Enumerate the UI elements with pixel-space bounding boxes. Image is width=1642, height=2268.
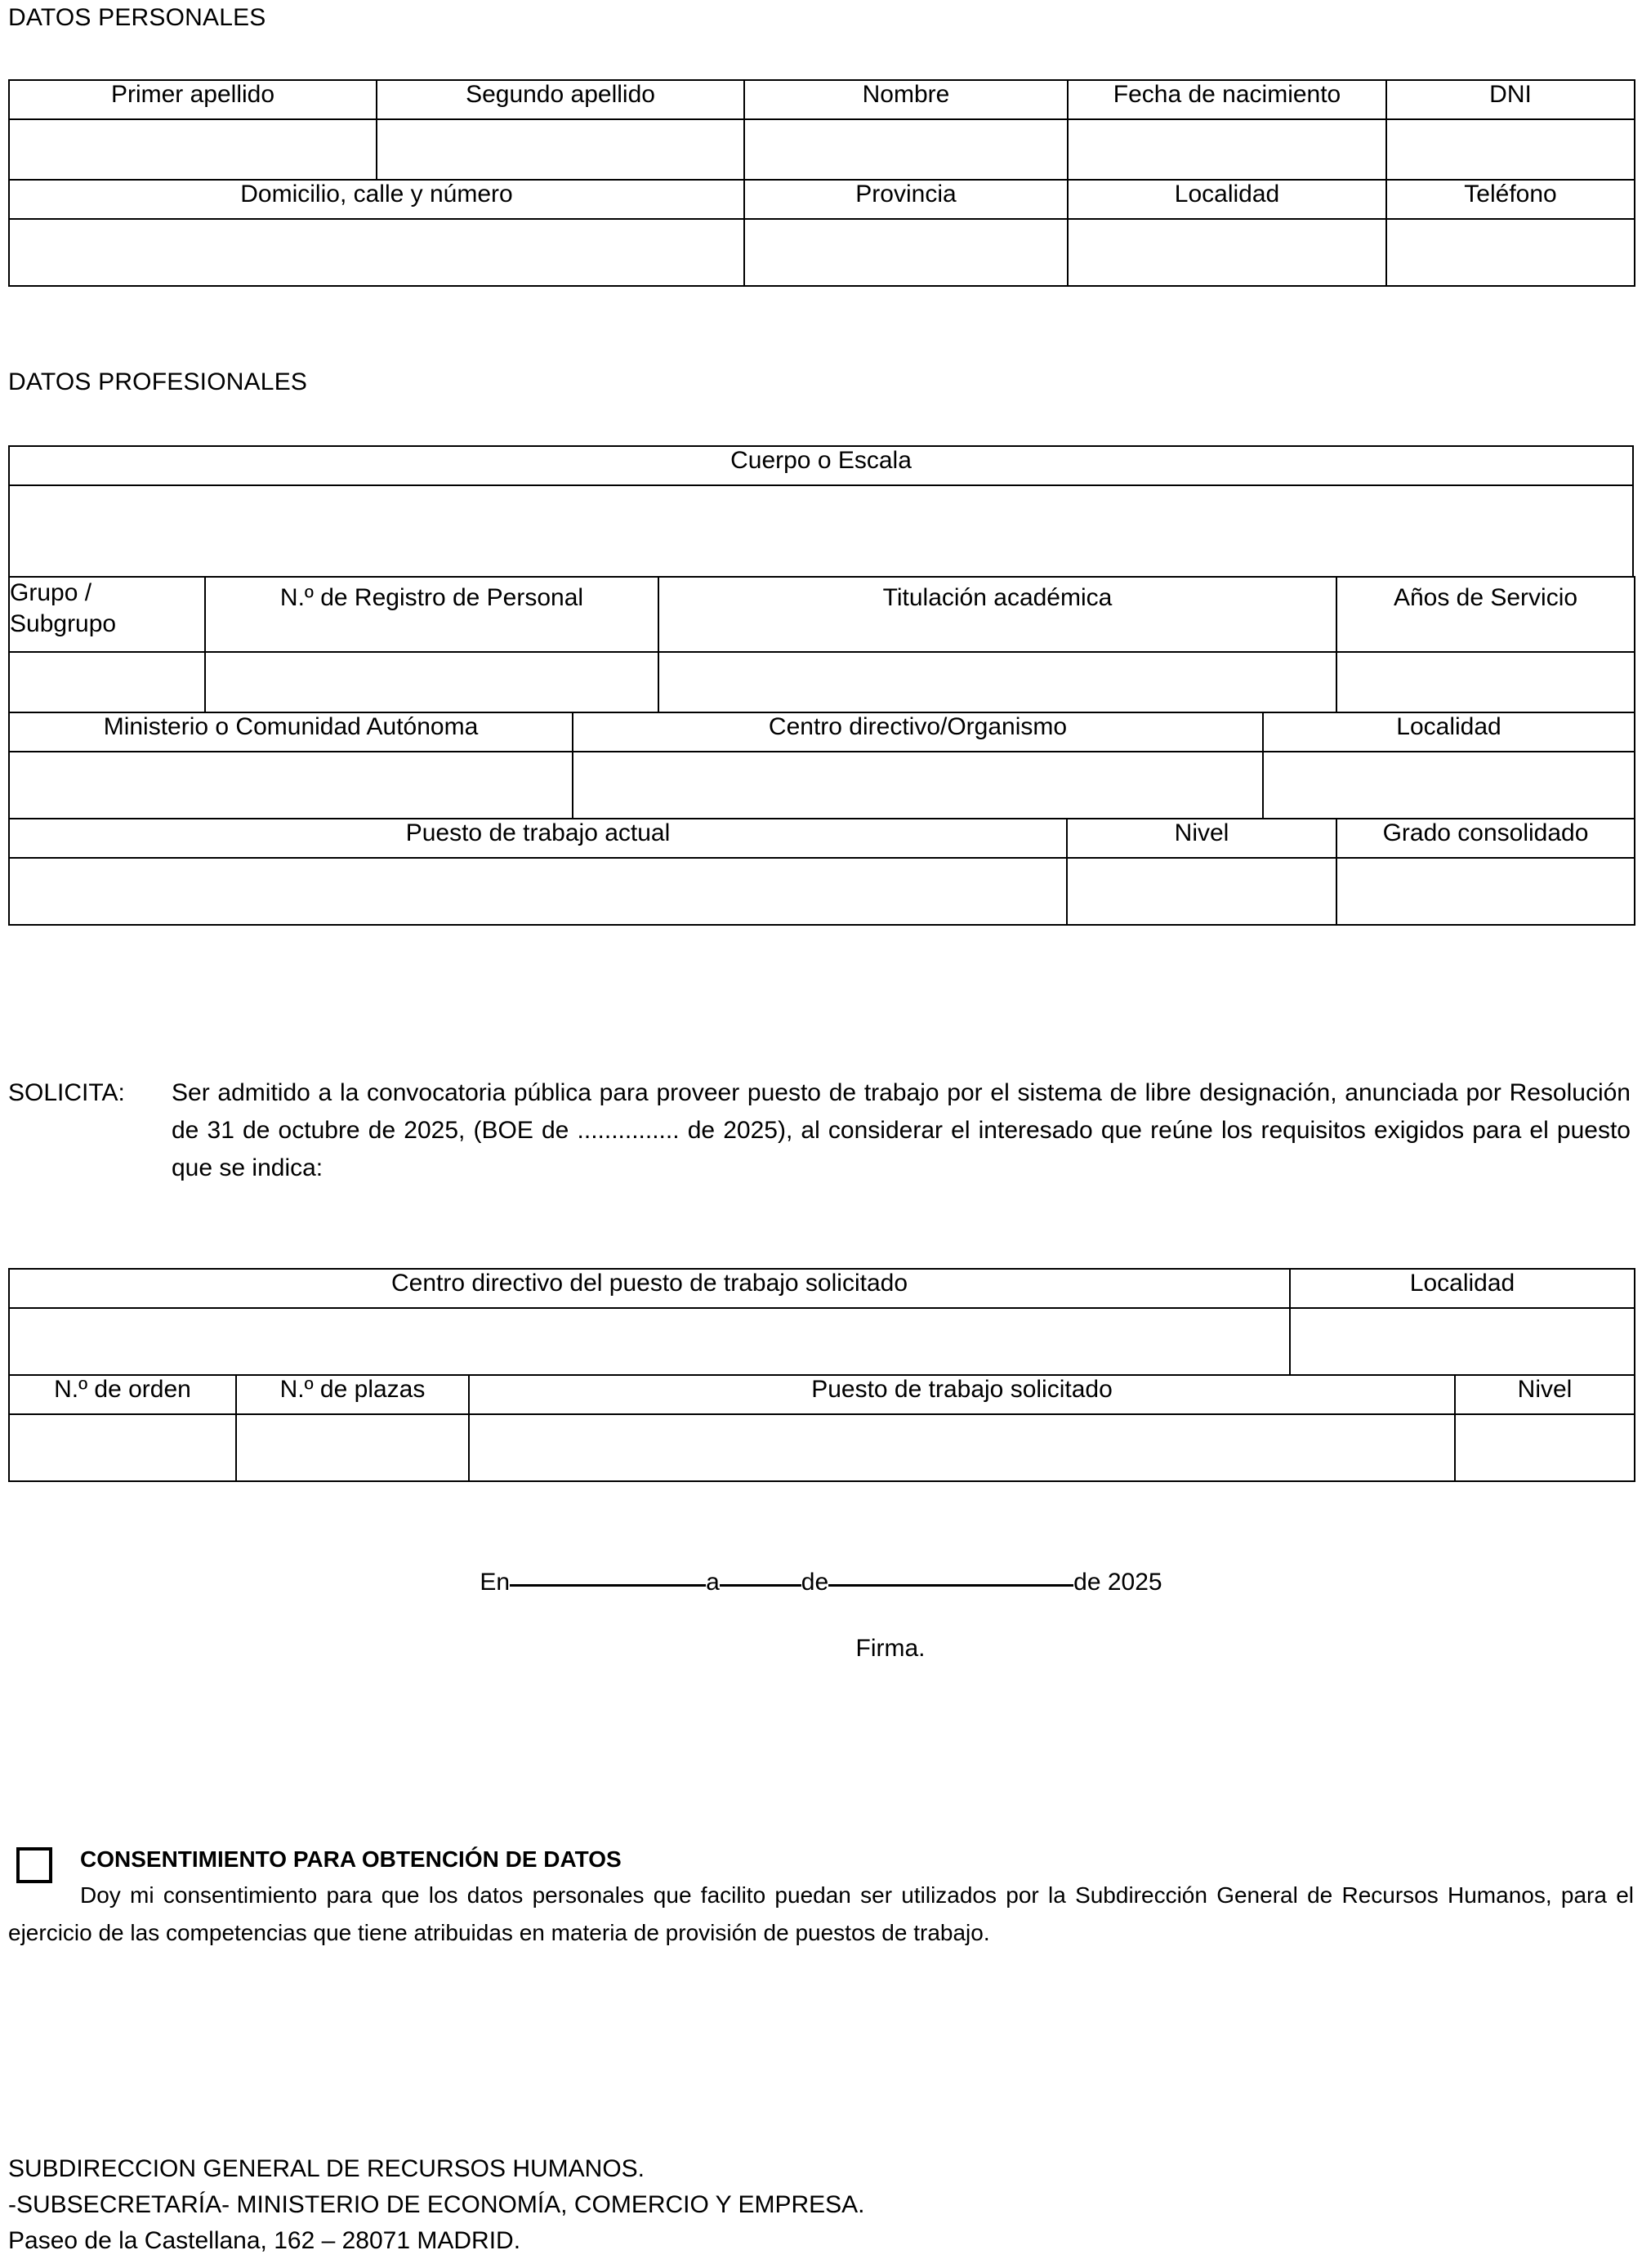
- field-nivel-actual[interactable]: [1067, 858, 1336, 925]
- personal-data-table: [8, 79, 1635, 181]
- field-titulacion-academica[interactable]: [658, 652, 1336, 712]
- column-header-puesto-trabajo-actual: Puesto de trabajo actual: [9, 819, 1067, 858]
- field-localidad-solicitada[interactable]: [1290, 1308, 1635, 1375]
- address-data-table: [8, 179, 1635, 287]
- footer-line-3: Paseo de la Castellana, 162 – 28071 MADRID.: [8, 2227, 521, 2254]
- year-label: de 2025: [1073, 1569, 1162, 1596]
- column-header-localidad-actual: Localidad: [1263, 712, 1635, 752]
- field-nombre[interactable]: [744, 119, 1068, 180]
- day-blank-line[interactable]: [720, 1584, 801, 1587]
- field-grupo-subgrupo[interactable]: [9, 652, 205, 712]
- column-header-titulacion-academica: Titulación académica: [658, 577, 1336, 652]
- puesto-solicitado-table: [8, 1374, 1635, 1482]
- field-puesto-trabajo-solicitado[interactable]: [469, 1414, 1455, 1481]
- column-header-provincia: Provincia: [744, 180, 1068, 219]
- datos-profesionales-heading: DATOS PROFESIONALES: [8, 368, 308, 395]
- month-blank-line[interactable]: [828, 1584, 1073, 1587]
- column-header-anos-servicio: Años de Servicio: [1336, 577, 1635, 652]
- table-row: [9, 446, 1633, 485]
- column-header-nombre: Nombre: [744, 80, 1068, 119]
- field-ministerio-comunidad[interactable]: [9, 752, 573, 819]
- a-label: a: [706, 1569, 720, 1596]
- consent-text: Doy mi consentimiento para que los datos personales que facilito puedan ser utilizados por la Subdirección General de Recursos Humanos, para el ejercicio de las competencias que tiene atribuidas en materia de provisión de puestos de trabajo.: [8, 1882, 1634, 1945]
- field-centro-directivo-organismo[interactable]: [573, 752, 1263, 819]
- column-header-nivel-actual: Nivel: [1067, 819, 1336, 858]
- table-row: [9, 652, 1635, 712]
- field-cuerpo-escala[interactable]: [9, 485, 1633, 577]
- footer-address-block: [8, 2151, 1634, 2259]
- table-row: [9, 1414, 1635, 1481]
- field-localidad-actual[interactable]: [1263, 752, 1635, 819]
- table-row: [9, 485, 1633, 577]
- grupo-registro-table: [8, 576, 1635, 713]
- table-row: [9, 180, 1635, 219]
- table-row: [9, 577, 1635, 652]
- ministerio-centro-table: [8, 712, 1635, 819]
- en-label: En: [480, 1569, 511, 1596]
- field-nivel-solicitado[interactable]: [1455, 1414, 1635, 1481]
- field-centro-directivo-solicitado[interactable]: [9, 1308, 1290, 1375]
- column-header-puesto-trabajo-solicitado: Puesto de trabajo solicitado: [469, 1375, 1455, 1414]
- column-header-centro-directivo-solicitado: Centro directivo del puesto de trabajo solicitado: [9, 1269, 1290, 1308]
- footer-line-2: -SUBSECRETARÍA- MINISTERIO DE ECONOMÍA, COMERCIO Y EMPRESA.: [8, 2191, 865, 2218]
- column-header-dni: DNI: [1386, 80, 1635, 119]
- table-row: [9, 1375, 1635, 1414]
- field-dni[interactable]: [1386, 119, 1635, 180]
- field-num-registro-personal[interactable]: [205, 652, 658, 712]
- field-num-plazas[interactable]: [236, 1414, 469, 1481]
- column-header-fecha-nacimiento: Fecha de nacimiento: [1068, 80, 1386, 119]
- table-row: [9, 1308, 1635, 1375]
- field-provincia[interactable]: [744, 219, 1068, 286]
- column-header-domicilio: Domicilio, calle y número: [9, 180, 744, 219]
- column-header-localidad: Localidad: [1068, 180, 1386, 219]
- column-header-localidad-solicitada: Localidad: [1290, 1269, 1635, 1308]
- solicita-label: SOLICITA:: [8, 1079, 125, 1106]
- table-row: [9, 752, 1635, 819]
- requested-position-table-wrapper: [8, 1268, 1634, 1482]
- table-row: [9, 819, 1635, 858]
- table-row: [9, 1269, 1635, 1308]
- table-row: [9, 80, 1635, 119]
- consent-block: [8, 1842, 1634, 1952]
- field-anos-servicio[interactable]: [1336, 652, 1635, 712]
- datos-personales-heading: DATOS PERSONALES: [8, 4, 266, 31]
- table-row: [9, 119, 1635, 180]
- solicita-text: Ser admitido a la convocatoria pública para proveer puesto de trabajo por el sistema de libre designación, anunciada por Resolución de 31 de octubre de 2025, (BOE de ............... de 2025), al considerar el interesado que reúne los requisitos exigidos para el puesto que se indica:: [172, 1079, 1631, 1181]
- column-header-nivel-solicitado: Nivel: [1455, 1375, 1635, 1414]
- column-header-ministerio-comunidad: Ministerio o Comunidad Autónoma: [9, 712, 573, 752]
- footer-line-1: SUBDIRECCION GENERAL DE RECURSOS HUMANOS.: [8, 2155, 645, 2182]
- field-num-orden[interactable]: [9, 1414, 236, 1481]
- column-header-primer-apellido: Primer apellido: [9, 80, 377, 119]
- column-header-num-plazas: N.º de plazas: [236, 1375, 469, 1414]
- field-segundo-apellido[interactable]: [377, 119, 744, 180]
- column-header-grupo-subgrupo: Grupo / Subgrupo: [9, 577, 205, 652]
- field-domicilio[interactable]: [9, 219, 744, 286]
- table-row: [9, 219, 1635, 286]
- field-telefono[interactable]: [1386, 219, 1635, 286]
- field-localidad[interactable]: [1068, 219, 1386, 286]
- column-header-centro-directivo-organismo: Centro directivo/Organismo: [573, 712, 1263, 752]
- column-header-cuerpo-escala: Cuerpo o Escala: [9, 446, 1633, 485]
- field-fecha-nacimiento[interactable]: [1068, 119, 1386, 180]
- personal-data-table-wrapper: [8, 79, 1634, 287]
- field-puesto-trabajo-actual[interactable]: [9, 858, 1067, 925]
- cuerpo-escala-table: [8, 445, 1634, 578]
- consent-checkbox[interactable]: [16, 1847, 52, 1883]
- column-header-segundo-apellido: Segundo apellido: [377, 80, 744, 119]
- solicita-block: [8, 1074, 1634, 1187]
- field-primer-apellido[interactable]: [9, 119, 377, 180]
- table-row: [9, 712, 1635, 752]
- column-header-telefono: Teléfono: [1386, 180, 1635, 219]
- de-label: de: [801, 1569, 829, 1596]
- puesto-actual-table: [8, 818, 1635, 926]
- column-header-num-registro-personal: N.º de Registro de Personal: [205, 577, 658, 652]
- column-header-num-orden: N.º de orden: [9, 1375, 236, 1414]
- column-header-grado-consolidado: Grado consolidado: [1336, 819, 1635, 858]
- firma-label: Firma.: [855, 1635, 926, 1662]
- centro-solicitado-table: [8, 1268, 1635, 1376]
- date-place-line: [8, 1565, 1634, 1601]
- place-blank-line[interactable]: [510, 1584, 706, 1587]
- table-row: [9, 858, 1635, 925]
- professional-data-table-wrapper: [8, 445, 1634, 926]
- consent-title: CONSENTIMIENTO PARA OBTENCIÓN DE DATOS: [80, 1846, 622, 1872]
- field-grado-consolidado[interactable]: [1336, 858, 1635, 925]
